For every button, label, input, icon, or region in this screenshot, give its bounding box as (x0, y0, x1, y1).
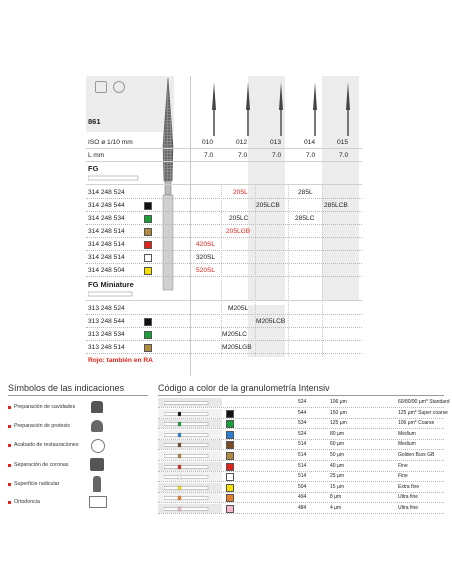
code-285LC: 285LC (295, 215, 315, 222)
bur-013-icon (275, 80, 287, 138)
grit-color-swatch (226, 431, 234, 439)
color-swatch (144, 254, 152, 262)
fgm-ref: 313 248 514 (88, 344, 125, 351)
length-012: 7.0 (238, 152, 248, 159)
column-shade-mini (248, 305, 285, 357)
indication-item: Acabado de restauraciones (14, 442, 79, 448)
fg-ref: 314 248 514 (88, 228, 125, 235)
grit-code: 524 (298, 399, 307, 405)
code-420SL: 420SL (196, 241, 216, 248)
fg-shank-icon (88, 174, 140, 182)
grit-extra: Fine (398, 473, 408, 479)
grit-extra: Golden Burs GB (398, 452, 435, 458)
code-285L: 285L (298, 189, 313, 196)
color-swatch (144, 202, 152, 210)
grit-extra: Fine (398, 463, 408, 469)
size-010: 010 (202, 139, 214, 146)
code-M205L: M205L (228, 305, 249, 312)
grit-extra: Ultra fine (398, 494, 419, 500)
bur-012-icon (242, 80, 254, 138)
color-swatch (144, 228, 152, 236)
fg-label: FG (88, 164, 99, 173)
grit-um: 4 µm (330, 505, 342, 511)
color-swatch (144, 344, 152, 352)
code-520SL: 520SL (196, 267, 216, 274)
grit-code: 484 (298, 505, 307, 511)
fgm-ref: 313 248 534 (88, 331, 125, 338)
orthodontics-icon (89, 496, 107, 508)
bur-shank-icon (164, 485, 210, 491)
length-010: 7.0 (204, 152, 214, 159)
grit-um: 150 µm (330, 410, 347, 416)
grit-color-swatch (226, 452, 234, 460)
bur-shank-icon (164, 474, 210, 480)
grit-color-swatch (226, 473, 234, 481)
fg-ref: 314 248 524 (88, 189, 125, 196)
product-number: 861 (88, 117, 101, 126)
fgm-ref: 313 248 524 (88, 305, 125, 312)
grit-color-swatch (226, 420, 234, 428)
grit-extra: Medium (398, 431, 416, 437)
code-205LGB: 205LGB (226, 228, 251, 235)
size-013: 013 (270, 139, 282, 146)
grit-um: 25 µm (330, 473, 344, 479)
grit-code: 514 (298, 452, 307, 458)
bur-shank-icon (164, 411, 210, 417)
fgm-ref: 313 248 544 (88, 318, 125, 325)
crown-separation-icon (90, 458, 104, 471)
bur-shank-icon (164, 421, 210, 427)
fgm-label: FG Miniature (88, 280, 134, 289)
grit-um: 8 µm (330, 494, 342, 500)
grit-code: 514 (298, 473, 307, 479)
grit-color-swatch (226, 399, 232, 405)
size-012: 012 (236, 139, 248, 146)
root-surface-icon (93, 476, 101, 492)
size-015: 015 (337, 139, 349, 146)
restoration-finish-icon (91, 439, 105, 453)
grit-code: 544 (298, 410, 307, 416)
length-015: 7.0 (339, 152, 349, 159)
grit-code: 514 (298, 441, 307, 447)
code-205LC: 205LC (229, 215, 249, 222)
code-M205LC: M205LC (222, 331, 247, 338)
indication-item: Superficie radicular (14, 481, 60, 487)
iso-label: ISO ø 1/10 mm (88, 139, 133, 146)
fg-ref: 314 248 504 (88, 267, 125, 274)
grit-title: Código a color de la granulometría Intensiv (158, 383, 330, 393)
length-label: L mm (88, 152, 105, 159)
bur-shank-icon (164, 506, 210, 512)
grit-um: 40 µm (330, 463, 344, 469)
indication-item: Preparación de protesis (14, 423, 70, 429)
grit-um: 50 µm (330, 452, 344, 458)
cavity-prep-icon (95, 81, 107, 93)
indications-title: Símbolos de las indicaciones (8, 383, 125, 393)
grit-extra: Ultra fine (398, 505, 419, 511)
grit-color-swatch (226, 441, 234, 449)
grit-code: 524 (298, 431, 307, 437)
grit-extra: 125 µm* Super coarse (398, 410, 448, 416)
fg-ref: 314 248 514 (88, 241, 125, 248)
length-013: 7.0 (272, 152, 282, 159)
footnote: Rojo: también en RA (88, 357, 153, 364)
color-swatch (144, 331, 152, 339)
grit-color-swatch (226, 505, 234, 513)
bur-015-icon (342, 80, 354, 138)
bur-shank-icon (164, 442, 210, 448)
grit-color-swatch (226, 410, 234, 418)
cavity-prep-icon (91, 401, 103, 413)
indication-item: Ortodoncia (14, 499, 40, 505)
length-014: 7.0 (306, 152, 316, 159)
grit-code: 514 (298, 463, 307, 469)
grit-color-swatch (226, 463, 234, 471)
grit-code: 504 (298, 484, 307, 490)
color-swatch (144, 215, 152, 223)
bur-shank-icon (164, 464, 210, 470)
bur-shank-icon (164, 453, 210, 459)
bur-shank-icon (164, 432, 210, 438)
code-285LCB: 285LCB (324, 202, 348, 209)
grit-extra: Extra fine (398, 484, 420, 490)
size-014: 014 (304, 139, 316, 146)
fgm-shank-icon (88, 290, 140, 298)
crown-prep-icon (91, 420, 103, 432)
bur-014-icon (309, 80, 321, 138)
grit-extra: Medium (398, 441, 416, 447)
grit-um: 60 µm (330, 441, 344, 447)
code-205L: 205L (233, 189, 248, 196)
grit-code: 494 (298, 494, 307, 500)
code-205LCB: 205LCB (256, 202, 280, 209)
fg-ref: 314 248 534 (88, 215, 125, 222)
grit-code: 534 (298, 420, 307, 426)
grit-um: 15 µm (330, 484, 344, 490)
restoration-finish-icon (113, 81, 125, 93)
bur-010-icon (208, 80, 220, 138)
grit-extra: 60/80/90 µm* Standard (398, 399, 450, 405)
code-M205LCB: M205LCB (256, 318, 286, 325)
grit-um: 80 µm (330, 431, 344, 437)
grit-extra: 106 µm* Coarse (398, 420, 435, 426)
bur-shank-icon (164, 495, 210, 501)
bur-shank-icon (164, 400, 210, 406)
fg-ref: 314 248 544 (88, 202, 125, 209)
color-swatch (144, 267, 152, 275)
grit-um: 125 µm (330, 420, 347, 426)
code-320SL: 320SL (196, 254, 216, 261)
fg-ref: 314 248 514 (88, 254, 125, 261)
grit-um: 106 µm (330, 399, 347, 405)
indication-item: Preparación de cavidades (14, 404, 76, 410)
color-swatch (144, 318, 152, 326)
code-M205LGB: M205LGB (222, 344, 252, 351)
color-swatch (144, 241, 152, 249)
indication-item: Separación de coronas (14, 462, 69, 468)
grit-color-swatch (226, 494, 234, 502)
grit-color-swatch (226, 484, 234, 492)
